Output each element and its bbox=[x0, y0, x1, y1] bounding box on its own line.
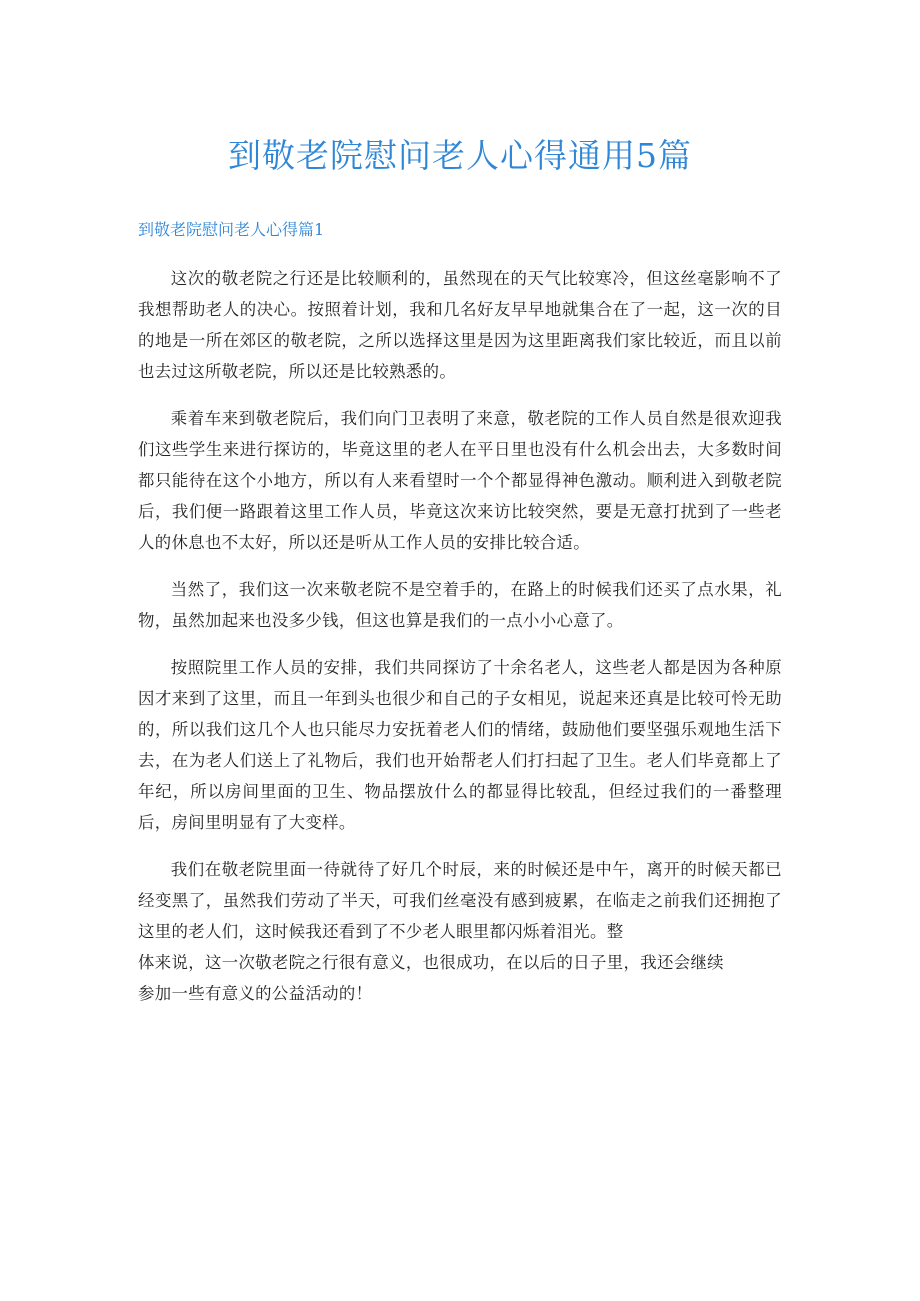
paragraph-3: 当然了，我们这一次来敬老院不是空着手的，在路上的时候我们还买了点水果，礼物，虽然加起来也没多少钱，但这也算是我们的一点小小心意了。 bbox=[138, 580, 782, 630]
section-heading: 到敬老院慰问老人心得篇1 bbox=[138, 220, 325, 239]
paragraph-4: 按照院里工作人员的安排，我们共同探访了十余名老人，这些老人都是因为各种原因才来到了这里，而且一年到头也很少和自己的子女相见，说起来还真是比较可怜无助的，所以我们这几个人也只能尽力安抚着老人们的情绪，鼓励他们要坚强乐观地生活下去，在为老人们送上了礼物后，我们也开始帮老人们打扫起了卫生。老人们毕竟都上了年纪，所以房间里面的卫生、物品摆放什么的都显得比较乱，但经过我们的一番整理后，房间里明显有了大变样。 bbox=[138, 658, 782, 832]
document-body bbox=[138, 263, 782, 1009]
tail-line-1: 体来说，这一次敬老院之行很有意义，也很成功，在以后的日子里，我还会继续 bbox=[138, 953, 724, 972]
paragraph-2: 乘着车来到敬老院后，我们向门卫表明了来意，敬老院的工作人员自然是很欢迎我们这些学生来进行探访的，毕竟这里的老人在平日里也没有什么机会出去，大多数时间都只能待在这个小地方，所以有人来看望时一个个都显得神色激动。顺利进入到敬老院后，我们便一路跟着这里工作人员，毕竟这次来访比较突然，要是无意打扰到了一些老人的休息也不太好，所以还是听从工作人员的安排比较合适。 bbox=[138, 409, 782, 552]
paragraph-5: 我们在敬老院里面一待就待了好几个时辰，来的时候还是中午，离开的时候天都已经变黑了，虽然我们劳动了半天，可我们丝毫没有感到疲累，在临走之前我们还拥抱了这里的老人们，这时候我还看到了不少老人眼里都闪烁着泪光。整 bbox=[138, 860, 782, 941]
document-title: 到敬老院慰问老人心得通用5篇 bbox=[228, 136, 692, 175]
tail-line-2: 参加一些有意义的公益活动的！ bbox=[138, 984, 373, 1003]
paragraph-1: 这次的敬老院之行还是比较顺利的，虽然现在的天气比较寒冷，但这丝毫影响不了我想帮助老人的决心。按照着计划，我和几名好友早早地就集合在了一起，这一次的目的地是一所在郊区的敬老院，之所以选择这里是因为这里距离我们家比较近，而且以前也去过这所敬老院，所以还是比较熟悉的。 bbox=[138, 269, 782, 381]
